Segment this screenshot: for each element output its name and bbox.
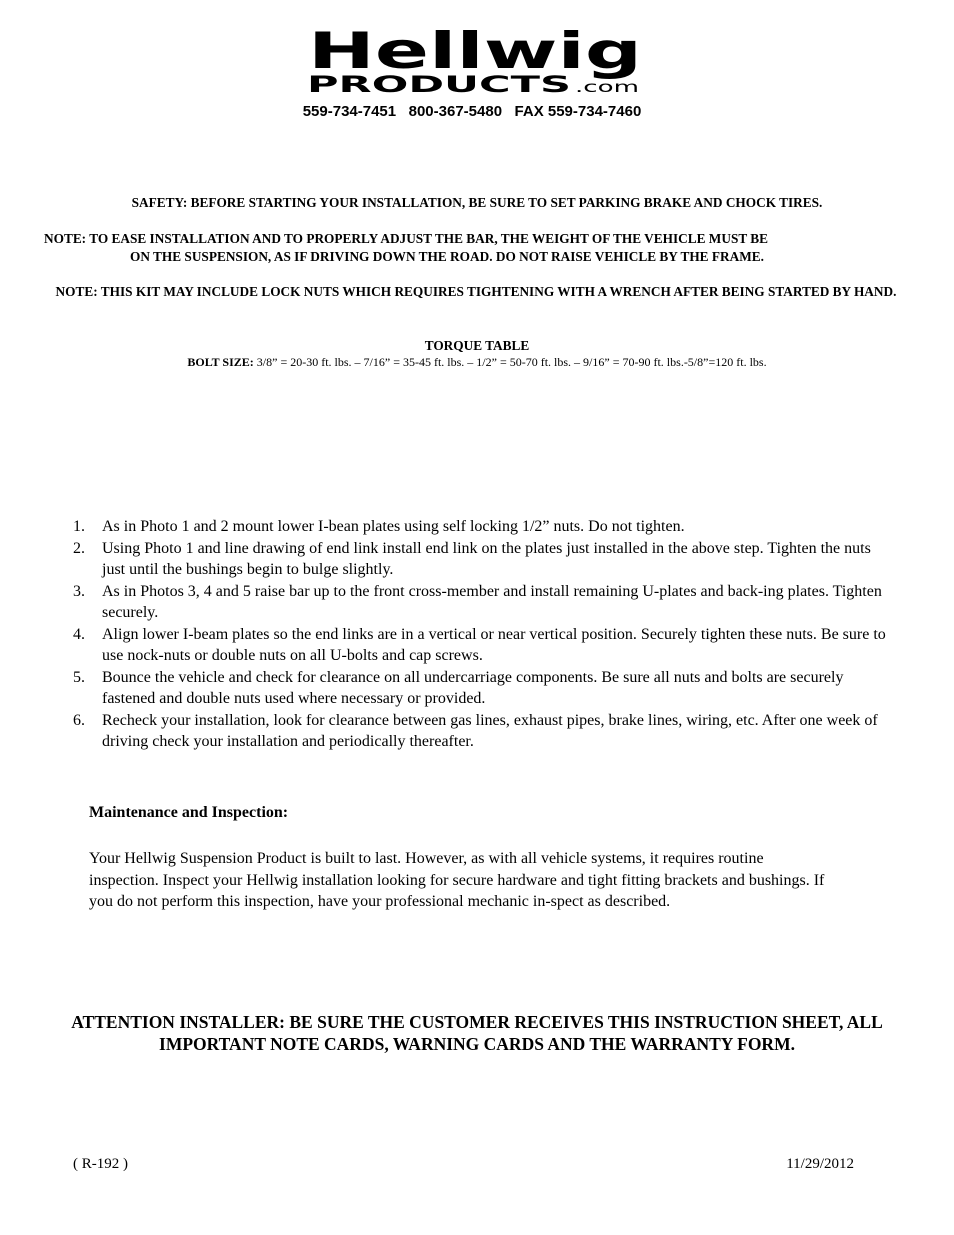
step-number: 2. — [73, 539, 85, 557]
logo-sub-text: PRODUCTS — [307, 73, 571, 96]
hellwig-logo — [305, 26, 645, 96]
maintenance-heading: Maintenance and Inspection: — [89, 804, 289, 821]
list-item — [73, 667, 893, 710]
safety-notice: SAFETY: BEFORE STARTING YOUR INSTALLATION, BE SURE TO SET PARKING BRAKE AND CHOCK TIRES. — [131, 195, 823, 210]
step-number: 4. — [73, 625, 85, 643]
attention-installer: ATTENTION INSTALLER: BE SURE THE CUSTOMER RECEIVES THIS INSTRUCTION SHEET, ALL IMPORTANT NOTE CARDS, WARNING CARDS AND THE WARRANTY FORM. — [71, 1012, 883, 1054]
step-text: Bounce the vehicle and check for clearance on all undercarriage components. Be sure all nuts and bolts are securely fastened and double nuts used where necessary or provided. — [102, 668, 844, 707]
step-text: Using Photo 1 and line drawing of end link install end link on the plates just installed in the above step. Tighten the nuts just until the bushings begin to bulge slightly. — [102, 539, 871, 578]
step-text: Align lower I-beam plates so the end links are in a vertical or near vertical position. Securely tighten these nuts. Be sure to use nock-nuts or double nuts on all U-bolts and cap screws. — [102, 625, 886, 664]
step-number: 5. — [73, 668, 85, 686]
document-date: 11/29/2012 — [786, 1156, 854, 1172]
maintenance-body: Your Hellwig Suspension Product is built to last. However, as with all vehicle systems, it requires routine inspection. Inspect your Hellwig installation looking for secure hardware and tight fitting brackets and bushings. If you do not perform this inspection, have your professional mechanic in-spect as described. — [89, 850, 825, 910]
bolt-size-values: 3/8” = 20-30 ft. lbs. – 7/16” = 35-45 ft. lbs. – 1/2” = 50-70 ft. lbs. – 9/16” = 70-90 ft. lbs.-5/8”=120 ft. lbs. — [253, 355, 767, 369]
installation-steps — [73, 516, 893, 753]
bolt-size-label: BOLT SIZE: — [187, 355, 254, 369]
list-item — [73, 516, 893, 538]
logo-main-text: Hellwig — [308, 26, 642, 80]
list-item — [73, 581, 893, 624]
list-item — [73, 624, 893, 667]
step-text: As in Photo 1 and 2 mount lower I-bean plates using self locking 1/2” nuts. Do not tighten. — [102, 518, 685, 535]
note-weight-line1: NOTE: TO EASE INSTALLATION AND TO PROPERLY ADJUST THE BAR, THE WEIGHT OF THE VEHICLE MUST BE — [44, 231, 769, 246]
note-weight — [44, 230, 914, 266]
note-weight-line2: ON THE SUSPENSION, AS IF DRIVING DOWN THE ROAD. DO NOT RAISE VEHICLE BY THE FRAME. — [130, 249, 764, 264]
logo-suffix-text: .com — [575, 78, 639, 96]
note-lock-nuts: NOTE: THIS KIT MAY INCLUDE LOCK NUTS WHICH REQUIRES TIGHTENING WITH A WRENCH AFTER BEING STARTED BY HAND. — [55, 284, 897, 299]
torque-table-values — [0, 355, 954, 370]
document-code: ( R-192 ) — [73, 1156, 128, 1172]
step-number: 1. — [73, 518, 85, 535]
step-number: 3. — [73, 582, 85, 600]
step-number: 6. — [73, 711, 85, 729]
torque-table-title: TORQUE TABLE — [424, 338, 530, 353]
step-text: Recheck your installation, look for clearance between gas lines, exhaust pipes, brake lines, wiring, etc. After one week of driving check your installation and periodically thereafter. — [102, 711, 878, 750]
phone-numbers: 559-734-7451 800-367-5480 FAX 559-734-7460 — [302, 103, 642, 120]
list-item — [73, 538, 893, 581]
list-item — [73, 710, 893, 753]
step-text: As in Photos 3, 4 and 5 raise bar up to the front cross-member and install remaining U-plates and back-ing plates. Tighten securely. — [102, 582, 882, 621]
